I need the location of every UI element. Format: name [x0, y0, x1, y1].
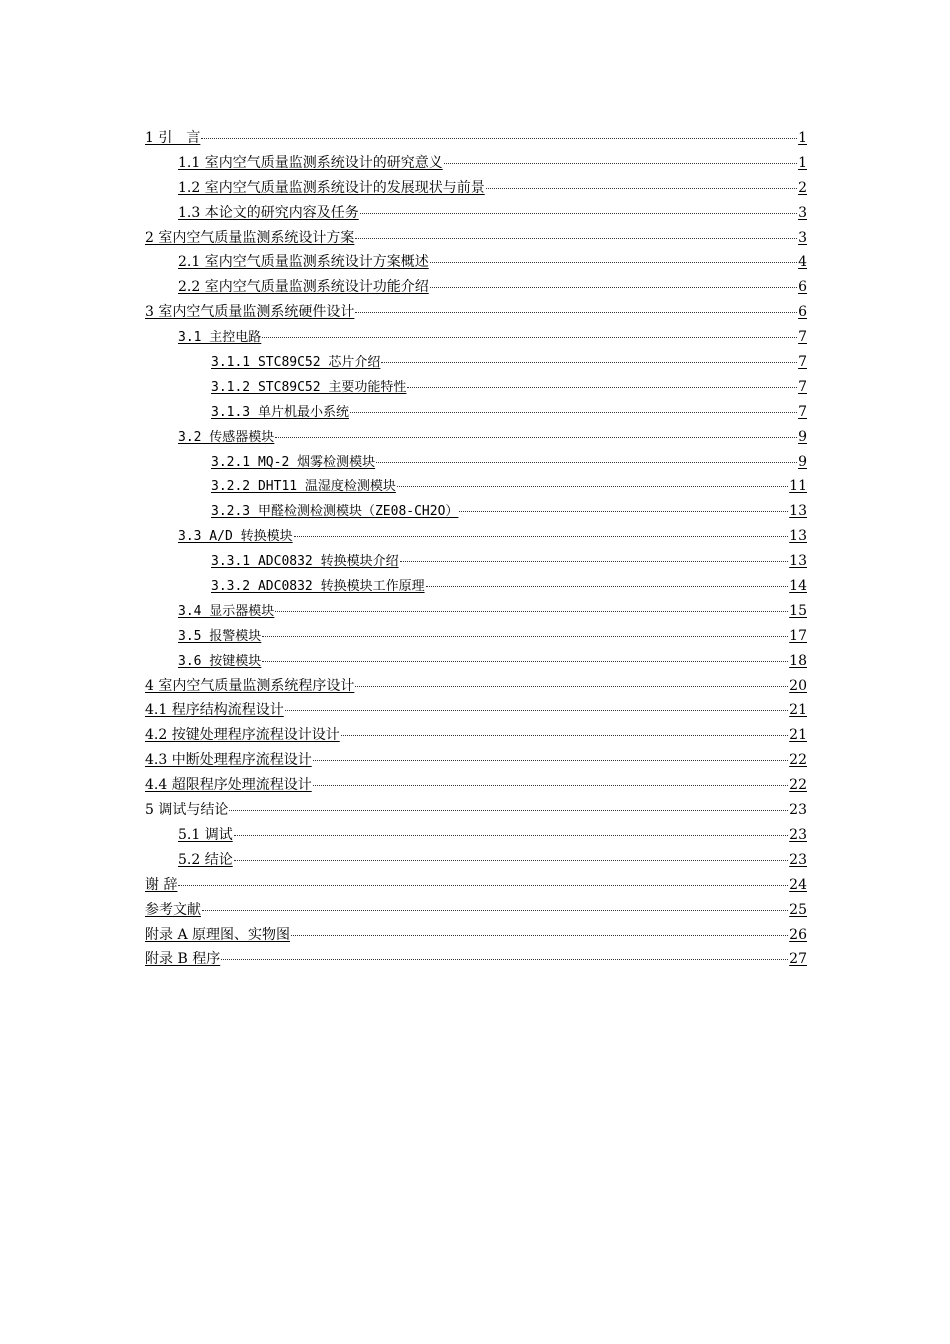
toc-entry[interactable] [145, 499, 807, 524]
toc-entry-page-number: 7 [798, 403, 807, 420]
toc-entry-page-number: 18 [789, 652, 807, 669]
toc-entry[interactable] [145, 773, 807, 798]
toc-dot-leader [486, 188, 797, 189]
toc-entry[interactable] [145, 275, 807, 300]
toc-entry[interactable] [145, 250, 807, 275]
toc-entry-page-number: 3 [798, 204, 807, 221]
toc-dot-leader [355, 312, 797, 313]
toc-entry-title: 4.2 按键处理程序流程设计设计 [145, 727, 340, 744]
toc-entry[interactable] [145, 848, 807, 873]
toc-entry-title: 3.4 显示器模块 [178, 603, 275, 619]
toc-dot-leader [201, 138, 797, 139]
toc-dot-leader [262, 661, 788, 662]
toc-dot-leader [355, 686, 788, 687]
toc-entry-page-number: 21 [789, 702, 807, 719]
toc-dot-leader [294, 536, 789, 537]
toc-entry[interactable] [145, 375, 807, 400]
toc-entry-title: 2 室内空气质量监测系统设计方案 [145, 229, 355, 246]
toc-entry[interactable] [145, 698, 807, 723]
toc-entry-page-number: 26 [789, 926, 807, 943]
toc-entry-title: 1.3 本论文的研究内容及任务 [178, 204, 359, 221]
toc-entry-title: 1 引 言 [145, 130, 201, 146]
toc-dot-leader [381, 362, 797, 363]
toc-dot-leader [376, 462, 797, 463]
toc-entry[interactable] [145, 226, 807, 251]
toc-entry-page-number: 9 [798, 428, 807, 445]
toc-entry-title: 3.1.1 STC89C52 芯片介绍 [211, 355, 381, 371]
toc-dot-leader [430, 287, 797, 288]
toc-entry-page-number: 21 [789, 727, 807, 744]
toc-entry[interactable] [145, 126, 807, 151]
toc-entry-title: 5 调试与结论 [145, 802, 229, 819]
toc-entry[interactable] [145, 649, 807, 674]
toc-entry[interactable] [145, 350, 807, 375]
toc-dot-leader [355, 238, 797, 239]
toc-dot-leader [291, 935, 788, 936]
toc-dot-leader [229, 810, 788, 811]
toc-dot-leader [444, 163, 797, 164]
toc-entry[interactable] [145, 798, 807, 823]
toc-dot-leader [202, 910, 788, 911]
toc-entry-title: 附录 A 原理图、实物图 [145, 926, 291, 943]
toc-entry[interactable] [145, 898, 807, 923]
toc-entry[interactable] [145, 425, 807, 450]
toc-entry[interactable] [145, 873, 807, 898]
toc-entry[interactable] [145, 151, 807, 176]
toc-entry-page-number: 22 [789, 777, 807, 794]
toc-dot-leader [400, 561, 789, 562]
toc-entry-page-number: 6 [798, 304, 807, 321]
toc-dot-leader [341, 735, 788, 736]
toc-dot-leader [360, 213, 797, 214]
toc-entry-title: 1.1 室内空气质量监测系统设计的研究意义 [178, 154, 443, 171]
toc-entry[interactable] [145, 549, 807, 574]
toc-entry-title: 附录 B 程序 [145, 951, 221, 968]
toc-entry-page-number: 22 [789, 752, 807, 769]
toc-entry[interactable] [145, 474, 807, 499]
toc-entry-title: 3.3 A/D 转换模块 [178, 529, 293, 545]
toc-entry-title: 3 室内空气质量监测系统硬件设计 [145, 304, 355, 321]
toc-dot-leader [407, 387, 797, 388]
toc-dot-leader [285, 710, 788, 711]
toc-entry[interactable] [145, 400, 807, 425]
toc-entry-title: 3.2.3 甲醛检测检测模块（ZE08-CH2O） [211, 504, 459, 520]
toc-entry-title: 3.5 报警模块 [178, 628, 262, 644]
toc-entry[interactable] [145, 599, 807, 624]
toc-entry-title: 参考文献 [145, 901, 201, 918]
toc-entry-page-number: 20 [789, 677, 807, 694]
toc-entry[interactable] [145, 674, 807, 699]
toc-entry-page-number: 23 [789, 851, 807, 868]
toc-entry-title: 5.1 调试 [178, 826, 233, 843]
toc-dot-leader [397, 486, 788, 487]
toc-entry-page-number: 13 [789, 528, 807, 545]
toc-entry-page-number: 7 [798, 329, 807, 346]
toc-dot-leader [234, 860, 788, 861]
toc-entry[interactable] [145, 574, 807, 599]
toc-entry[interactable] [145, 748, 807, 773]
toc-entry-page-number: 1 [798, 154, 807, 171]
toc-entry[interactable] [145, 325, 807, 350]
toc-entry[interactable] [145, 450, 807, 475]
toc-entry-page-number: 2 [798, 179, 807, 196]
toc-entry[interactable] [145, 723, 807, 748]
toc-entry-page-number: 3 [798, 229, 807, 246]
toc-entry-page-number: 9 [798, 453, 807, 470]
toc-entry-title: 3.2 传感器模块 [178, 429, 275, 445]
toc-dot-leader [313, 760, 788, 761]
toc-entry-title: 3.1 主控电路 [178, 330, 262, 346]
toc-entry-title: 1.2 室内空气质量监测系统设计的发展现状与前景 [178, 179, 485, 196]
toc-entry-page-number: 24 [789, 876, 807, 893]
toc-entry-title: 谢 辞 [145, 876, 178, 893]
toc-entry-page-number: 17 [789, 627, 807, 644]
toc-entry-title: 2.2 室内空气质量监测系统设计功能介绍 [178, 279, 429, 296]
toc-entry-title: 3.3.1 ADC0832 转换模块介绍 [211, 554, 399, 570]
toc-entry-title: 4.3 中断处理程序流程设计 [145, 752, 312, 769]
toc-entry-page-number: 27 [789, 951, 807, 968]
toc-entry[interactable] [145, 176, 807, 201]
toc-entry-page-number: 7 [798, 354, 807, 371]
toc-dot-leader [313, 785, 788, 786]
toc-entry[interactable] [145, 923, 807, 948]
toc-dot-leader [430, 262, 797, 263]
toc-entry[interactable] [145, 823, 807, 848]
toc-dot-leader [275, 611, 788, 612]
toc-dot-leader [234, 835, 788, 836]
toc-entry-title: 3.1.2 STC89C52 主要功能特性 [211, 379, 407, 395]
toc-dot-leader [426, 586, 789, 587]
toc-entry-page-number: 15 [789, 602, 807, 619]
toc-dot-leader [275, 437, 797, 438]
toc-entry-title: 2.1 室内空气质量监测系统设计方案概述 [178, 254, 429, 271]
toc-entry-title: 5.2 结论 [178, 851, 233, 868]
toc-entry-page-number: 23 [789, 826, 807, 843]
toc-entry-title: 4.1 程序结构流程设计 [145, 702, 284, 719]
toc-entry-page-number: 23 [789, 802, 807, 819]
toc-entry-title: 3.6 按键模块 [178, 653, 262, 669]
toc-entry-title: 4.4 超限程序处理流程设计 [145, 777, 312, 794]
toc-entry-page-number: 13 [789, 553, 807, 570]
toc-entry-page-number: 11 [789, 478, 807, 495]
toc-dot-leader [221, 959, 788, 960]
toc-dot-leader [350, 412, 797, 413]
toc-entry-title: 3.2.2 DHT11 温湿度检测模块 [211, 479, 396, 495]
toc-entry-page-number: 4 [798, 254, 807, 271]
toc-entry-title: 4 室内空气质量监测系统程序设计 [145, 677, 355, 694]
toc-dot-leader [178, 885, 788, 886]
table-of-contents [145, 126, 807, 972]
toc-dot-leader [262, 636, 788, 637]
toc-entry-page-number: 13 [789, 503, 807, 520]
toc-entry-page-number: 1 [798, 130, 807, 146]
toc-dot-leader [262, 337, 797, 338]
toc-entry-title: 3.3.2 ADC0832 转换模块工作原理 [211, 579, 425, 595]
toc-entry-page-number: 25 [789, 901, 807, 918]
toc-entry-title: 3.1.3 单片机最小系统 [211, 404, 349, 420]
toc-entry-page-number: 7 [798, 378, 807, 395]
toc-entry[interactable] [145, 300, 807, 325]
toc-entry-page-number: 6 [798, 279, 807, 296]
toc-entry[interactable] [145, 624, 807, 649]
toc-entry[interactable] [145, 524, 807, 549]
toc-entry[interactable] [145, 947, 807, 972]
toc-entry-page-number: 14 [789, 578, 807, 595]
toc-entry-title: 3.2.1 MQ-2 烟雾检测模块 [211, 454, 376, 470]
toc-entry[interactable] [145, 201, 807, 226]
toc-dot-leader [459, 511, 788, 512]
